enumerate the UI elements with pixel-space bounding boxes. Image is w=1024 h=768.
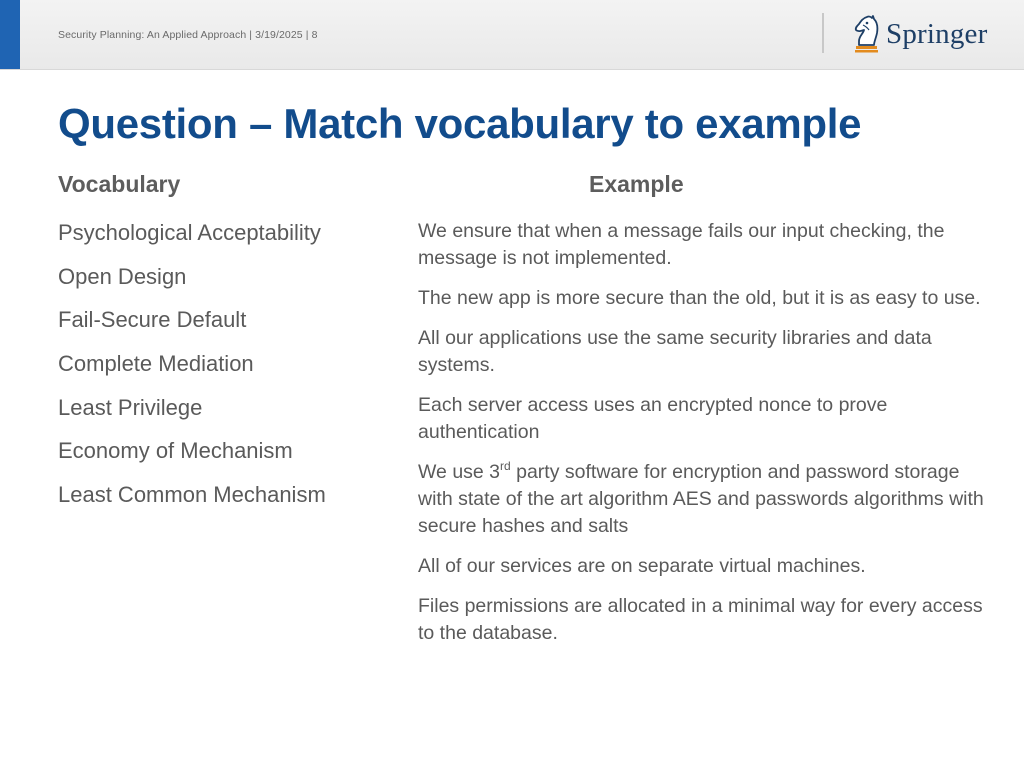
- slide-title: Question – Match vocabulary to example: [58, 100, 862, 147]
- vocabulary-list: [58, 218, 326, 524]
- vocabulary-item: Least Common Mechanism: [58, 482, 326, 508]
- example-heading: Example: [589, 171, 684, 197]
- vocabulary-item: Psychological Acceptability: [58, 220, 321, 245]
- vocabulary-item: Fail-Secure Default: [58, 307, 247, 333]
- vocabulary-item: Open Design: [58, 263, 187, 289]
- header-accent-bar: [0, 0, 20, 69]
- logo-text: Springer: [886, 17, 988, 50]
- header-footer-text: Security Planning: An Applied Approach | 3/19/2025 | 8: [58, 29, 318, 41]
- springer-logo: [850, 14, 987, 54]
- example-item: We ensure that when a message fails our input checking, the message is not implemented.: [418, 220, 945, 269]
- example-item: [418, 459, 988, 540]
- example-text: party software for encryption and password storage with state of the art algorithm AES and passwords algorithms with secure hashes and salts: [418, 461, 984, 537]
- example-item: The new app is more secure than the old, but it is as easy to use.: [418, 287, 981, 309]
- slide-header: [0, 0, 1024, 70]
- knight-chess-piece-icon: [850, 15, 882, 53]
- example-item: All our applications use the same security libraries and data systems.: [418, 327, 932, 376]
- example-item: All of our services are on separate virtual machines.: [418, 555, 866, 577]
- example-item: Each server access uses an encrypted nonce to prove authentication: [418, 394, 888, 443]
- vocabulary-item: Complete Mediation: [58, 351, 254, 377]
- vocabulary-item: Economy of Mechanism: [58, 438, 293, 464]
- example-text: We use 3: [418, 461, 501, 483]
- example-list: [418, 218, 988, 660]
- ordinal-superscript: rd: [500, 459, 511, 473]
- vocabulary-heading: Vocabulary: [58, 171, 181, 197]
- example-item: Files permissions are allocated in a minimal way for every access to the database.: [418, 595, 983, 644]
- header-divider: [822, 13, 824, 53]
- vocabulary-item: Least Privilege: [58, 394, 203, 420]
